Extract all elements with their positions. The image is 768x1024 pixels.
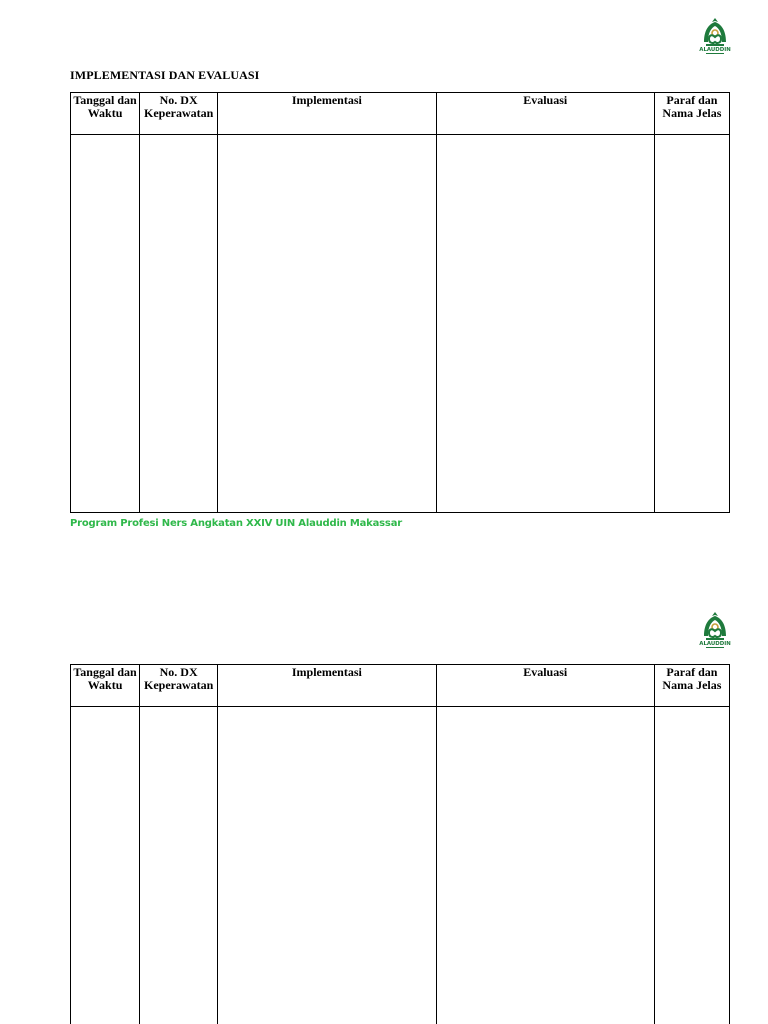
logo-text: ALAUDDIN — [699, 47, 731, 53]
header-signature: Paraf dan Nama Jelas — [654, 93, 729, 135]
cell-dx-number[interactable] — [140, 707, 218, 1024]
cell-signature[interactable] — [654, 135, 729, 513]
footer-program-text: Program Profesi Ners Angkatan XXIV UIN Alauddin Makassar — [70, 518, 402, 529]
header-signature: Paraf dan Nama Jelas — [654, 665, 729, 707]
cell-signature[interactable] — [654, 707, 729, 1024]
table-row — [71, 707, 730, 1024]
header-implementation: Implementasi — [218, 93, 436, 135]
cell-implementation[interactable] — [218, 135, 436, 513]
cell-date-time[interactable] — [71, 707, 140, 1024]
implementation-table — [70, 92, 730, 513]
cell-implementation[interactable] — [218, 707, 436, 1024]
cell-dx-number[interactable] — [140, 135, 218, 513]
header-evaluation: Evaluasi — [436, 665, 654, 707]
header-dx-number: No. DX Keperawatan — [140, 665, 218, 707]
header-implementation: Implementasi — [218, 665, 436, 707]
header-evaluation: Evaluasi — [436, 93, 654, 135]
header-date-time: Tanggal dan Waktu — [71, 93, 140, 135]
header-dx-number: No. DX Keperawatan — [140, 93, 218, 135]
cell-evaluation[interactable] — [436, 135, 654, 513]
uin-alauddin-logo — [698, 610, 732, 652]
table-header-row — [71, 93, 730, 135]
page-title: IMPLEMENTASI DAN EVALUASI — [70, 68, 260, 82]
uin-alauddin-logo — [698, 16, 732, 58]
table-row — [71, 135, 730, 513]
implementation-table — [70, 664, 730, 1024]
cell-evaluation[interactable] — [436, 707, 654, 1024]
cell-date-time[interactable] — [71, 135, 140, 513]
header-date-time: Tanggal dan Waktu — [71, 665, 140, 707]
table-header-row — [71, 665, 730, 707]
logo-text: ALAUDDIN — [699, 641, 731, 647]
